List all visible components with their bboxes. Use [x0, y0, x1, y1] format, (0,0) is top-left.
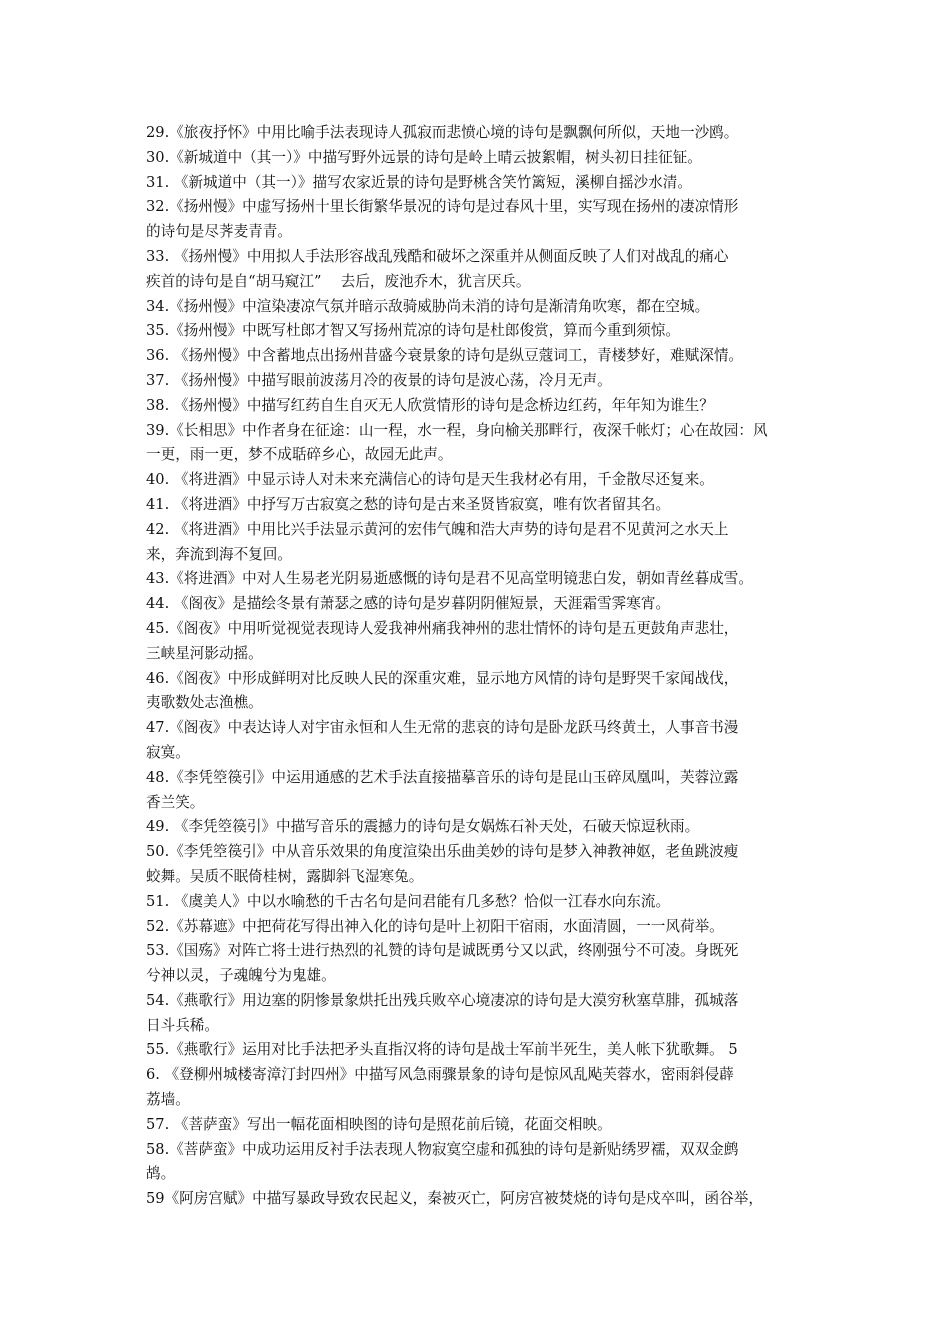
text-line: 43.《将进酒》中对人生易老光阴易逝感慨的诗句是君不见高堂明镜悲白发，朝如青丝暮成雪。 [146, 570, 753, 588]
text-line: 的诗句是尽荠麦青青。 [146, 223, 292, 241]
text-line: 蛟舞。吴质不眠倚桂树，露脚斜飞湿寒兔。 [146, 867, 424, 885]
text-line: 香兰笑。 [146, 793, 205, 811]
text-line: 39.《长相思》中作者身在征途：山一程，水一程，身向榆关那畔行，夜深千帐灯；心在故园：风 [146, 421, 768, 439]
text-line: 42. 《将进酒》中用比兴手法显示黄河的宏伟气魄和浩大声势的诗句是君不见黄河之水天上 [146, 520, 729, 538]
text-line: 33. 《扬州慢》中用拟人手法形容战乱残酷和破坏之深重并从侧面反映了人们对战乱的痛心 [146, 247, 729, 265]
text-line: 来，奔流到海不复回。 [146, 545, 292, 563]
text-line: 36. 《扬州慢》中含蓄地点出扬州昔盛今衰景象的诗句是纵豆蔻词工，青楼梦好，难赋深情。 [146, 347, 744, 365]
text-line: 51. 《虞美人》中以水喻愁的千古名句是问君能有几多愁？恰似一江春水向东流。 [146, 892, 671, 910]
text-line: 57. 《菩萨蛮》写出一幅花面相映图的诗句是照花前后镜，花面交相映。 [146, 1115, 612, 1133]
text-line: 38. 《扬州慢》中描写红药自生自灭无人欣赏情形的诗句是念桥边红药，年年知为谁生？ [146, 396, 714, 414]
text-line: 44. 《阁夜》是描绘冬景有萧瑟之感的诗句是岁暮阴阴催短景，天涯霜雪霁寒宵。 [146, 595, 671, 613]
text-line: 53.《国殇》对阵亡将士进行热烈的礼赞的诗句是诚既勇兮又以武，终刚强兮不可凌。身既死 [146, 942, 739, 960]
text-line: 寂寞。 [146, 743, 190, 761]
text-line: 29.《旅夜抒怀》中用比喻手法表现诗人孤寂而悲愤心境的诗句是飘飘何所似，天地一沙鸥。 [146, 124, 739, 141]
text-line: 37. 《扬州慢》中描写眼前波荡月冷的夜景的诗句是波心荡，冷月无声。 [146, 371, 612, 389]
text-line: 59《阿房宫赋》中描写暴政导致农民起义，秦被灭亡，阿房宫被焚烧的诗句是戍卒叫，函谷举， [146, 1190, 763, 1208]
text-line: 34.《扬州慢》中渲染凄凉气氛并暗示敌骑威胁尚未消的诗句是渐清角吹寒，都在空城。 [146, 297, 710, 315]
text-line: 46.《阁夜》中形成鲜明对比反映人民的深重灾难，显示地方风情的诗句是野哭千家闻战伐， [146, 669, 739, 687]
text-line: 6. 《登柳州城楼寄漳汀封四州》中描写风急雨骤景象的诗句是惊风乱飐芙蓉水，密雨斜侵薜 [146, 1066, 734, 1084]
text-line: 32.《扬州慢》中虚写扬州十里长街繁华景况的诗句是过春风十里，实写现在扬州的凄凉情形 [146, 198, 739, 216]
text-line: 54.《燕歌行》用边塞的阴惨景象烘托出残兵败卒心境凄凉的诗句是大漠穷秋塞草腓，孤城落 [146, 991, 739, 1009]
text-line: 三峡星河影动摇。 [146, 644, 263, 662]
text-line: 48.《李凭箜篌引》中运用通感的艺术手法直接描摹音乐的诗句是昆山玉碎凤凰叫，芙蓉泣露 [146, 768, 739, 786]
text-line: 夷歌数处志渔樵。 [146, 694, 263, 712]
text-line: 58.《菩萨蛮》中成功运用反衬手法表现人物寂寞空虚和孤独的诗句是新贴绣罗襦，双双金鹧 [146, 1140, 739, 1158]
text-line: 31. 《新城道中（其一）》描写农家近景的诗句是野桃含笑竹篱短，溪柳自摇沙水清。 [146, 173, 692, 191]
text-line: 52.《苏幕遮》中把荷花写得出神入化的诗句是叶上初阳干宿雨，水面清圆，一一风荷举。 [146, 917, 724, 935]
text-line: 荔墙。 [146, 1091, 190, 1109]
text-line: 兮神以灵，子魂魄兮为鬼雄。 [146, 967, 336, 985]
document-body [146, 121, 816, 1212]
text-line: 45.《阁夜》中用听觉视觉表现诗人爱我神州痛我神州的悲壮情怀的诗句是五更鼓角声悲壮， [146, 619, 739, 637]
text-line: 49. 《李凭箜篌引》中描写音乐的震撼力的诗句是女娲炼石补天处，石破天惊逗秋雨。 [146, 818, 700, 836]
text-line: 日斗兵稀。 [146, 1016, 219, 1034]
text-line: 41. 《将进酒》中抒写万古寂寞之愁的诗句是古来圣贤皆寂寞，唯有饮者留其名。 [146, 495, 671, 513]
text-line: 55.《燕歌行》运用对比手法把矛头直指汉将的诗句是战士军前半死生，美人帐下犹歌舞。 5 [146, 1041, 738, 1059]
text-line: 鸪。 [146, 1165, 176, 1183]
text-line: 40. 《将进酒》中显示诗人对未来充满信心的诗句是天生我材必有用，千金散尽还复来。 [146, 471, 714, 489]
text-line: 30.《新城道中（其一）》中描写野外远景的诗句是岭上晴云披絮帽，树头初日挂征钲。 [146, 148, 702, 166]
text-line: 47.《阁夜》中表达诗人对宇宙永恒和人生无常的悲哀的诗句是卧龙跃马终黄土，人事音书漫 [146, 719, 739, 737]
text-line: 35.《扬州慢》中既写杜郎才智又写扬州荒凉的诗句是杜郎俊赏，算而今重到须惊。 [146, 322, 680, 340]
text-line: 疾首的诗句是自“胡马窥江” 去后，废池乔木，犹言厌兵。 [146, 272, 531, 290]
text-line: 50.《李凭箜篌引》中从音乐效果的角度渲染出乐曲美妙的诗句是梦入神教神妪，老鱼跳波瘦 [146, 843, 739, 861]
text-line: 一更，雨一更，梦不成聒碎乡心，故园无此声。 [146, 446, 453, 464]
